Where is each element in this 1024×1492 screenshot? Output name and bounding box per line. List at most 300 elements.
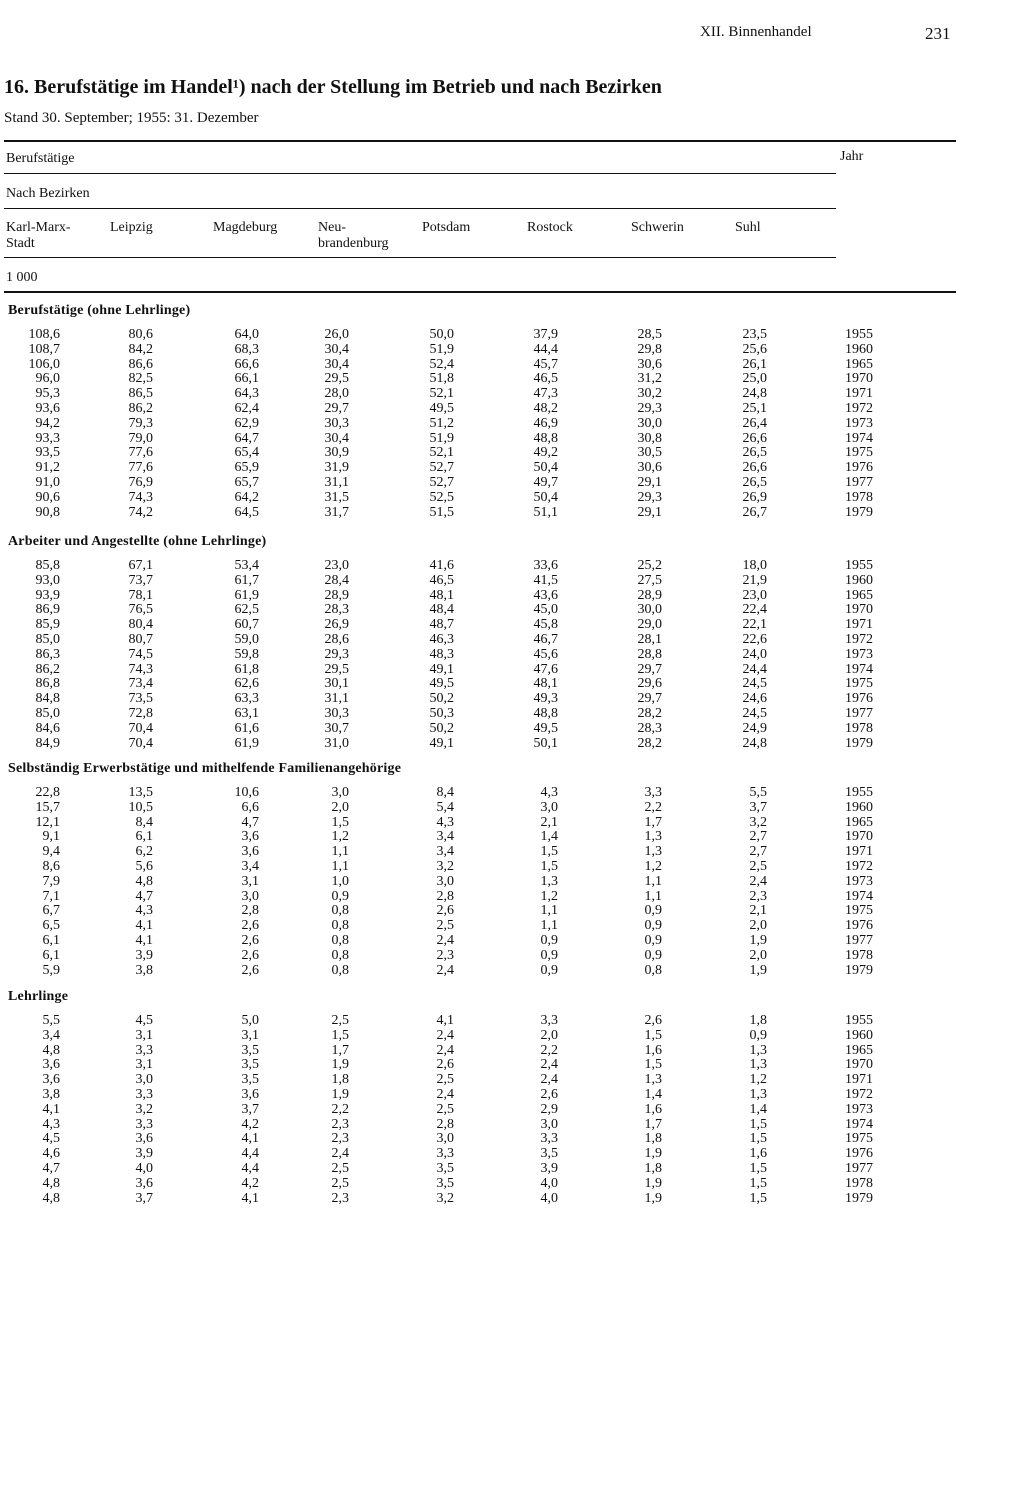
cell-leipzig: 73,5	[128, 691, 153, 707]
cell-suhl: 0,9	[749, 1027, 767, 1043]
cell-leipzig: 74,3	[128, 489, 153, 505]
cell-potsdam: 3,4	[436, 844, 454, 860]
cell-potsdam: 52,1	[429, 386, 454, 402]
cell-suhl: 23,0	[742, 587, 767, 603]
cell-magdeburg: 4,4	[241, 1146, 259, 1162]
table-row	[0, 918, 1024, 933]
cell-schwerin: 1,9	[644, 1190, 662, 1206]
cell-rostock: 2,4	[540, 1057, 558, 1073]
cell-karl-marx-stadt: 9,4	[42, 844, 60, 860]
cell-rostock: 2,2	[540, 1042, 558, 1058]
cell-schwerin: 1,8	[644, 1161, 662, 1176]
cell-schwerin: 28,3	[637, 720, 662, 736]
cell-karl-marx-stadt: 93,6	[35, 401, 60, 416]
section-title: Lehrlinge	[8, 989, 69, 1004]
cell-leipzig: 86,6	[128, 356, 153, 372]
cell-karl-marx-stadt: 84,8	[35, 691, 60, 707]
cell-neubrandenburg: 28,9	[324, 587, 349, 603]
cell-jahr: 1979	[845, 504, 873, 520]
table-row	[0, 416, 1024, 431]
cell-leipzig: 4,7	[135, 888, 153, 904]
cell-potsdam: 2,8	[436, 1116, 454, 1132]
cell-karl-marx-stadt: 93,0	[35, 572, 60, 588]
cell-rostock: 4,3	[540, 785, 558, 800]
header-nach-bezirken: Nach Bezirken	[6, 186, 90, 201]
cell-schwerin: 29,7	[637, 661, 662, 677]
cell-jahr: 1965	[845, 356, 873, 372]
cell-potsdam: 48,3	[429, 646, 454, 662]
table-row	[0, 844, 1024, 859]
cell-suhl: 22,1	[742, 617, 767, 633]
cell-schwerin: 0,9	[644, 947, 662, 963]
unit-label: 1 000	[6, 270, 38, 285]
table-row	[0, 401, 1024, 416]
cell-neubrandenburg: 29,7	[324, 401, 349, 416]
cell-jahr: 1974	[845, 661, 873, 677]
cell-potsdam: 46,5	[429, 572, 454, 588]
cell-suhl: 22,4	[742, 602, 767, 618]
table-row	[0, 386, 1024, 401]
table-row	[0, 889, 1024, 904]
cell-magdeburg: 4,4	[241, 1161, 259, 1176]
cell-neubrandenburg: 31,7	[324, 504, 349, 520]
header-rule-1	[4, 173, 836, 174]
cell-karl-marx-stadt: 4,6	[42, 1146, 60, 1162]
cell-leipzig: 4,5	[135, 1013, 153, 1028]
cell-neubrandenburg: 3,0	[331, 785, 349, 800]
cell-rostock: 41,5	[533, 572, 558, 588]
cell-schwerin: 1,8	[644, 1131, 662, 1147]
cell-magdeburg: 3,6	[241, 1087, 259, 1102]
cell-neubrandenburg: 1,5	[331, 814, 349, 830]
cell-schwerin: 28,1	[637, 632, 662, 647]
column-header-magdeburg: Magdeburg	[213, 220, 278, 235]
cell-neubrandenburg: 30,4	[324, 341, 349, 357]
cell-jahr: 1976	[845, 918, 873, 934]
column-header-rostock: Rostock	[527, 220, 573, 235]
cell-jahr: 1955	[845, 1013, 873, 1028]
cell-schwerin: 27,5	[637, 572, 662, 588]
cell-suhl: 24,5	[742, 676, 767, 692]
cell-magdeburg: 64,7	[234, 430, 259, 446]
cell-magdeburg: 59,8	[234, 646, 259, 662]
cell-neubrandenburg: 2,3	[331, 1131, 349, 1147]
cell-potsdam: 3,3	[436, 1146, 454, 1162]
table-row	[0, 490, 1024, 505]
cell-karl-marx-stadt: 108,6	[28, 327, 60, 342]
cell-neubrandenburg: 30,9	[324, 445, 349, 461]
cell-magdeburg: 3,6	[241, 829, 259, 845]
cell-schwerin: 30,0	[637, 415, 662, 431]
cell-rostock: 48,8	[533, 430, 558, 446]
cell-potsdam: 2,5	[436, 1072, 454, 1088]
cell-rostock: 48,8	[533, 706, 558, 721]
cell-jahr: 1977	[845, 475, 873, 490]
cell-rostock: 45,7	[533, 356, 558, 372]
cell-rostock: 45,8	[533, 617, 558, 633]
cell-rostock: 3,5	[540, 1146, 558, 1162]
cell-suhl: 24,8	[742, 735, 767, 751]
cell-neubrandenburg: 28,3	[324, 602, 349, 618]
cell-magdeburg: 65,4	[234, 445, 259, 461]
cell-potsdam: 52,7	[429, 460, 454, 476]
cell-karl-marx-stadt: 4,8	[42, 1190, 60, 1206]
cell-rostock: 4,0	[540, 1190, 558, 1206]
cell-leipzig: 76,9	[128, 475, 153, 490]
cell-suhl: 2,7	[749, 829, 767, 845]
cell-neubrandenburg: 2,5	[331, 1013, 349, 1028]
cell-magdeburg: 53,4	[234, 558, 259, 573]
cell-schwerin: 29,6	[637, 676, 662, 692]
cell-leipzig: 3,0	[135, 1072, 153, 1088]
table-title: 16. Berufstätige im Handel¹) nach der Stellung im Betrieb und nach Bezirken	[4, 76, 662, 98]
cell-leipzig: 4,1	[135, 918, 153, 934]
cell-rostock: 2,0	[540, 1027, 558, 1043]
table-row	[0, 1102, 1024, 1117]
cell-rostock: 45,0	[533, 602, 558, 618]
cell-suhl: 22,6	[742, 632, 767, 647]
cell-jahr: 1977	[845, 706, 873, 721]
cell-leipzig: 4,1	[135, 933, 153, 948]
cell-karl-marx-stadt: 93,5	[35, 445, 60, 461]
cell-rostock: 46,7	[533, 632, 558, 647]
cell-karl-marx-stadt: 4,8	[42, 1175, 60, 1191]
cell-rostock: 4,0	[540, 1175, 558, 1191]
cell-rostock: 3,9	[540, 1161, 558, 1176]
cell-magdeburg: 4,2	[241, 1116, 259, 1132]
header-berufstaetige: Berufstätige	[6, 151, 75, 166]
cell-karl-marx-stadt: 6,1	[42, 933, 60, 948]
cell-rostock: 0,9	[540, 947, 558, 963]
cell-karl-marx-stadt: 94,2	[35, 415, 60, 431]
cell-potsdam: 48,1	[429, 587, 454, 603]
cell-rostock: 50,4	[533, 489, 558, 505]
cell-leipzig: 74,2	[128, 504, 153, 520]
cell-schwerin: 30,5	[637, 445, 662, 461]
cell-potsdam: 51,2	[429, 415, 454, 431]
cell-suhl: 2,0	[749, 918, 767, 934]
cell-potsdam: 49,5	[429, 676, 454, 692]
cell-leipzig: 3,3	[135, 1042, 153, 1058]
cell-jahr: 1979	[845, 735, 873, 751]
cell-rostock: 2,1	[540, 814, 558, 830]
cell-potsdam: 2,6	[436, 1057, 454, 1073]
table-row	[0, 691, 1024, 706]
table-row	[0, 676, 1024, 691]
cell-magdeburg: 62,9	[234, 415, 259, 431]
cell-jahr: 1960	[845, 1027, 873, 1043]
cell-magdeburg: 3,0	[241, 888, 259, 904]
cell-suhl: 2,1	[749, 903, 767, 919]
cell-karl-marx-stadt: 86,3	[35, 646, 60, 662]
cell-suhl: 1,5	[749, 1190, 767, 1206]
cell-jahr: 1979	[845, 962, 873, 978]
cell-jahr: 1973	[845, 415, 873, 431]
cell-schwerin: 1,1	[644, 888, 662, 904]
cell-schwerin: 2,6	[644, 1013, 662, 1028]
cell-schwerin: 0,9	[644, 903, 662, 919]
cell-karl-marx-stadt: 15,7	[35, 799, 60, 815]
cell-jahr: 1979	[845, 1190, 873, 1206]
cell-karl-marx-stadt: 85,0	[35, 632, 60, 647]
cell-potsdam: 2,5	[436, 918, 454, 934]
cell-rostock: 48,2	[533, 401, 558, 416]
cell-neubrandenburg: 26,0	[324, 327, 349, 342]
cell-jahr: 1978	[845, 947, 873, 963]
cell-jahr: 1970	[845, 829, 873, 845]
table-row	[0, 460, 1024, 475]
table-row	[0, 475, 1024, 490]
cell-jahr: 1976	[845, 460, 873, 476]
cell-rostock: 2,6	[540, 1087, 558, 1102]
cell-potsdam: 48,7	[429, 617, 454, 633]
cell-suhl: 2,4	[749, 873, 767, 889]
cell-neubrandenburg: 31,0	[324, 735, 349, 751]
table-row	[0, 431, 1024, 446]
cell-karl-marx-stadt: 4,1	[42, 1101, 60, 1117]
cell-karl-marx-stadt: 85,8	[35, 558, 60, 573]
cell-karl-marx-stadt: 93,3	[35, 430, 60, 446]
table-row	[0, 948, 1024, 963]
cell-potsdam: 2,3	[436, 947, 454, 963]
cell-jahr: 1973	[845, 1101, 873, 1117]
cell-karl-marx-stadt: 85,0	[35, 706, 60, 721]
cell-magdeburg: 64,0	[234, 327, 259, 342]
cell-magdeburg: 61,9	[234, 587, 259, 603]
cell-jahr: 1960	[845, 341, 873, 357]
cell-potsdam: 51,5	[429, 504, 454, 520]
cell-potsdam: 50,2	[429, 691, 454, 707]
column-header-line: brandenburg	[318, 236, 389, 251]
column-header-potsdam: Potsdam	[422, 220, 471, 235]
cell-leipzig: 3,6	[135, 1131, 153, 1147]
cell-potsdam: 4,3	[436, 814, 454, 830]
cell-karl-marx-stadt: 96,0	[35, 371, 60, 387]
cell-potsdam: 3,4	[436, 829, 454, 845]
table-row	[0, 859, 1024, 874]
cell-schwerin: 29,7	[637, 691, 662, 707]
cell-rostock: 33,6	[533, 558, 558, 573]
cell-karl-marx-stadt: 85,9	[35, 617, 60, 633]
cell-potsdam: 2,5	[436, 1101, 454, 1117]
cell-jahr: 1976	[845, 1146, 873, 1162]
cell-rostock: 50,1	[533, 735, 558, 751]
table-row	[0, 721, 1024, 736]
column-header-line: Karl-Marx-	[6, 220, 71, 235]
cell-leipzig: 86,2	[128, 401, 153, 416]
cell-jahr: 1975	[845, 676, 873, 692]
cell-jahr: 1975	[845, 445, 873, 461]
cell-jahr: 1971	[845, 386, 873, 402]
cell-neubrandenburg: 0,8	[331, 947, 349, 963]
cell-karl-marx-stadt: 86,2	[35, 661, 60, 677]
cell-rostock: 2,9	[540, 1101, 558, 1117]
table-row	[0, 1146, 1024, 1161]
cell-potsdam: 49,1	[429, 735, 454, 751]
cell-suhl: 26,6	[742, 460, 767, 476]
cell-suhl: 1,4	[749, 1101, 767, 1117]
cell-karl-marx-stadt: 3,6	[42, 1072, 60, 1088]
cell-magdeburg: 63,3	[234, 691, 259, 707]
page-number: 231	[925, 24, 951, 43]
cell-karl-marx-stadt: 90,8	[35, 504, 60, 520]
cell-jahr: 1975	[845, 1131, 873, 1147]
cell-magdeburg: 63,1	[234, 706, 259, 721]
cell-leipzig: 86,5	[128, 386, 153, 402]
cell-magdeburg: 62,4	[234, 401, 259, 416]
cell-neubrandenburg: 30,3	[324, 415, 349, 431]
table-row	[0, 874, 1024, 889]
cell-potsdam: 3,5	[436, 1161, 454, 1176]
cell-potsdam: 51,8	[429, 371, 454, 387]
cell-potsdam: 52,5	[429, 489, 454, 505]
table-row	[0, 1043, 1024, 1058]
section-title: Berufstätige (ohne Lehrlinge)	[8, 303, 191, 318]
cell-karl-marx-stadt: 84,6	[35, 720, 60, 736]
cell-jahr: 1960	[845, 572, 873, 588]
cell-magdeburg: 60,7	[234, 617, 259, 633]
cell-jahr: 1971	[845, 844, 873, 860]
cell-leipzig: 70,4	[128, 735, 153, 751]
cell-schwerin: 1,2	[644, 859, 662, 874]
cell-leipzig: 67,1	[128, 558, 153, 573]
cell-potsdam: 8,4	[436, 785, 454, 800]
cell-karl-marx-stadt: 106,0	[28, 356, 60, 372]
cell-potsdam: 50,3	[429, 706, 454, 721]
cell-leipzig: 13,5	[128, 785, 153, 800]
table-row	[0, 327, 1024, 342]
cell-schwerin: 1,5	[644, 1057, 662, 1073]
cell-rostock: 45,6	[533, 646, 558, 662]
cell-neubrandenburg: 30,4	[324, 430, 349, 446]
cell-karl-marx-stadt: 86,8	[35, 676, 60, 692]
cell-rostock: 49,2	[533, 445, 558, 461]
cell-karl-marx-stadt: 8,6	[42, 859, 60, 874]
cell-neubrandenburg: 29,5	[324, 661, 349, 677]
column-header-leipzig: Leipzig	[110, 220, 153, 235]
cell-schwerin: 29,1	[637, 475, 662, 490]
cell-potsdam: 5,4	[436, 799, 454, 815]
table-row	[0, 963, 1024, 978]
cell-jahr: 1973	[845, 873, 873, 889]
cell-karl-marx-stadt: 6,5	[42, 918, 60, 934]
cell-schwerin: 1,6	[644, 1042, 662, 1058]
cell-potsdam: 48,4	[429, 602, 454, 618]
cell-suhl: 2,3	[749, 888, 767, 904]
cell-neubrandenburg: 2,4	[331, 1146, 349, 1162]
cell-karl-marx-stadt: 3,4	[42, 1027, 60, 1043]
cell-leipzig: 8,4	[135, 814, 153, 830]
cell-suhl: 26,7	[742, 504, 767, 520]
cell-leipzig: 3,8	[135, 962, 153, 978]
cell-suhl: 1,5	[749, 1161, 767, 1176]
cell-leipzig: 79,3	[128, 415, 153, 431]
cell-suhl: 18,0	[742, 558, 767, 573]
cell-schwerin: 30,8	[637, 430, 662, 446]
cell-potsdam: 49,5	[429, 401, 454, 416]
cell-rostock: 50,4	[533, 460, 558, 476]
cell-jahr: 1965	[845, 1042, 873, 1058]
cell-neubrandenburg: 31,5	[324, 489, 349, 505]
cell-leipzig: 80,4	[128, 617, 153, 633]
cell-magdeburg: 66,1	[234, 371, 259, 387]
cell-jahr: 1955	[845, 327, 873, 342]
cell-karl-marx-stadt: 90,6	[35, 489, 60, 505]
cell-suhl: 24,4	[742, 661, 767, 677]
cell-karl-marx-stadt: 4,5	[42, 1131, 60, 1147]
cell-neubrandenburg: 2,0	[331, 799, 349, 815]
cell-suhl: 25,0	[742, 371, 767, 387]
cell-rostock: 46,9	[533, 415, 558, 431]
cell-karl-marx-stadt: 4,7	[42, 1161, 60, 1176]
table-row	[0, 505, 1024, 520]
cell-rostock: 1,5	[540, 844, 558, 860]
cell-potsdam: 52,7	[429, 475, 454, 490]
cell-suhl: 1,9	[749, 962, 767, 978]
cell-potsdam: 2,4	[436, 1042, 454, 1058]
table-row	[0, 371, 1024, 386]
cell-jahr: 1972	[845, 401, 873, 416]
cell-neubrandenburg: 30,1	[324, 676, 349, 692]
cell-suhl: 24,8	[742, 386, 767, 402]
cell-suhl: 2,0	[749, 947, 767, 963]
cell-neubrandenburg: 31,9	[324, 460, 349, 476]
cell-magdeburg: 2,6	[241, 962, 259, 978]
section-title: Selbständig Erwerbstätige und mithelfende Familienangehörige	[8, 761, 402, 776]
cell-rostock: 51,1	[533, 504, 558, 520]
cell-magdeburg: 61,8	[234, 661, 259, 677]
cell-rostock: 37,9	[533, 327, 558, 342]
cell-schwerin: 0,8	[644, 962, 662, 978]
cell-leipzig: 5,6	[135, 859, 153, 874]
table-row	[0, 1131, 1024, 1146]
cell-schwerin: 30,6	[637, 356, 662, 372]
cell-leipzig: 78,1	[128, 587, 153, 603]
cell-jahr: 1971	[845, 617, 873, 633]
table-row	[0, 1176, 1024, 1191]
column-header-line: Stadt	[6, 236, 35, 251]
cell-magdeburg: 6,6	[241, 799, 259, 815]
table-row	[0, 573, 1024, 588]
cell-magdeburg: 68,3	[234, 341, 259, 357]
cell-leipzig: 4,8	[135, 873, 153, 889]
cell-magdeburg: 5,0	[241, 1013, 259, 1028]
cell-neubrandenburg: 1,2	[331, 829, 349, 845]
cell-schwerin: 1,3	[644, 1072, 662, 1088]
cell-schwerin: 30,0	[637, 602, 662, 618]
cell-jahr: 1972	[845, 859, 873, 874]
header-bottom-rule	[4, 291, 956, 293]
column-header-suhl: Suhl	[735, 220, 761, 235]
cell-suhl: 21,9	[742, 572, 767, 588]
cell-magdeburg: 10,6	[234, 785, 259, 800]
cell-schwerin: 28,8	[637, 646, 662, 662]
cell-potsdam: 52,4	[429, 356, 454, 372]
cell-suhl: 1,5	[749, 1116, 767, 1132]
cell-schwerin: 1,4	[644, 1087, 662, 1102]
cell-neubrandenburg: 1,9	[331, 1057, 349, 1073]
table-row	[0, 342, 1024, 357]
cell-rostock: 1,5	[540, 859, 558, 874]
cell-magdeburg: 3,6	[241, 844, 259, 860]
cell-jahr: 1960	[845, 799, 873, 815]
cell-suhl: 2,5	[749, 859, 767, 874]
cell-magdeburg: 2,6	[241, 947, 259, 963]
cell-potsdam: 2,4	[436, 1087, 454, 1102]
cell-leipzig: 80,7	[128, 632, 153, 647]
cell-rostock: 0,9	[540, 962, 558, 978]
cell-leipzig: 76,5	[128, 602, 153, 618]
